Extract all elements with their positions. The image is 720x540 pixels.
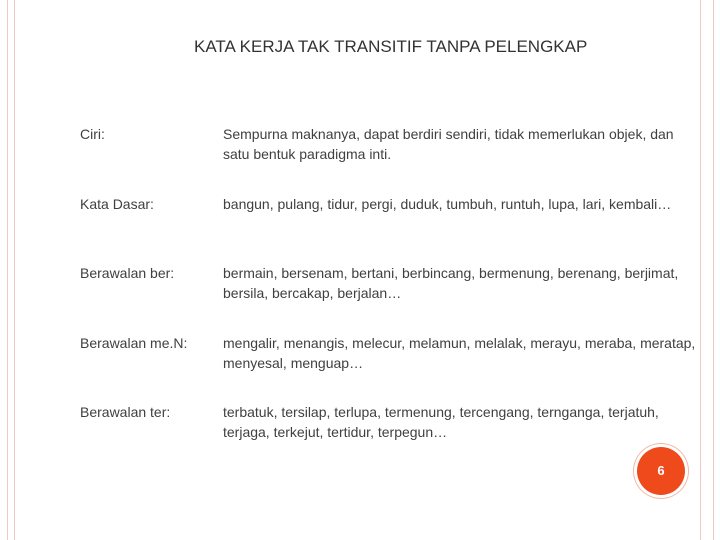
row-label: Kata Dasar: [80,196,154,212]
row-value: Sempurna maknanya, dapat berdiri sendiri, tidak memerlukan objek, dan satu bentuk paradigma inti. [223,126,674,162]
row-value: bangun, pulang, tidur, pergi, duduk, tumbuh, runtuh, lupa, lari, kembali… [223,196,672,212]
row-label: Berawalan me.N: [80,335,188,351]
slide-title: KATA KERJA TAK TRANSITIF TANPA PELENGKAP [194,37,588,56]
left-decorative-border [7,0,15,540]
row-value: terbatuk, tersilap, terlupa, termenung, tercengang, ternganga, terjatuh, terjaga, terkejut, tertidur, terpegun… [223,404,659,440]
page-number-badge [637,447,685,495]
right-decorative-border [700,0,714,540]
row-label: Berawalan ber: [80,265,175,281]
row-label: Berawalan ter: [80,404,171,420]
row-label: Ciri: [80,126,105,142]
page-number: 6 [657,463,665,478]
row-value: bermain, bersenam, bertani, berbincang, bermenung, berenang, berjimat, bersila, bercakap, berjalan… [223,265,679,301]
row-value: mengalir, menangis, melecur, melamun, melalak, merayu, meraba, meratap, menyesal, menguap… [223,335,696,371]
